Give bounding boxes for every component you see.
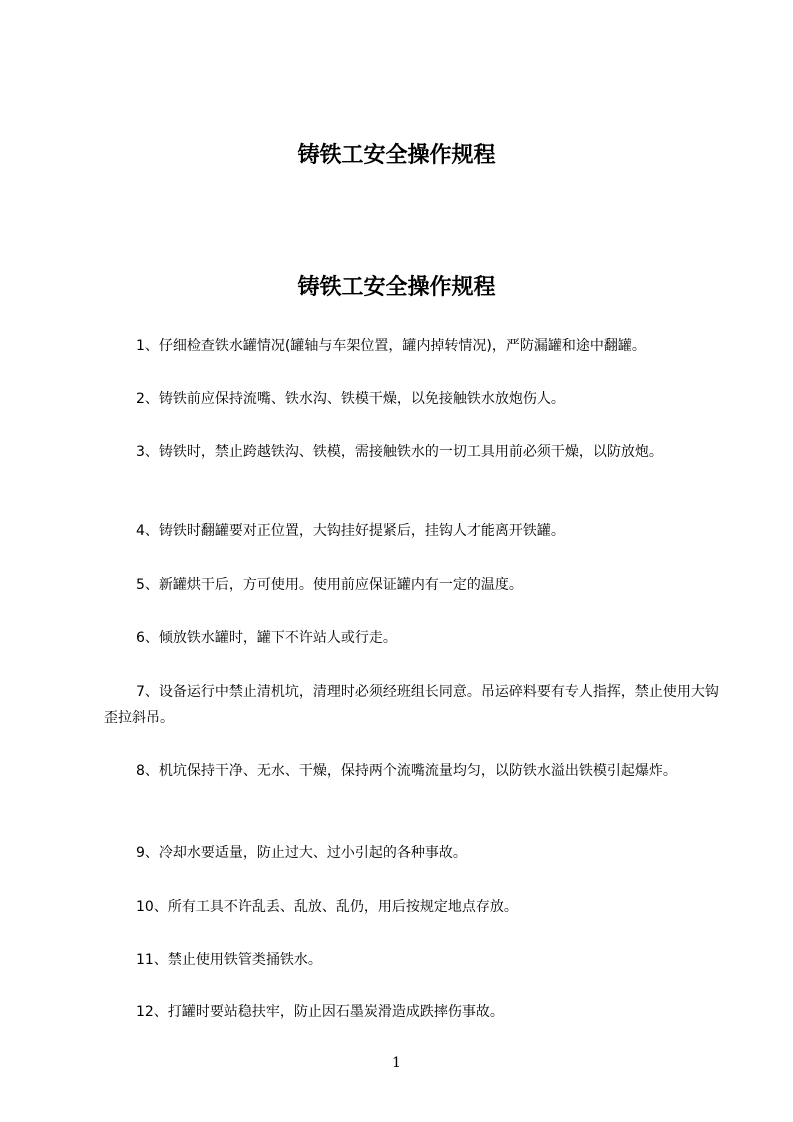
rule-10: 10、所有工具不许乱丢、乱放、乱仍，用后按规定地点存放。 [136, 899, 518, 915]
page-title: 铸铁工安全操作规程 [297, 143, 496, 168]
rule-6: 6、倾放铁水罐时，罐下不许站人或行走。 [136, 630, 397, 646]
rule-8: 8、机坑保持干净、无水、干燥，保持两个流嘴流量均匀，以防铁水溢出铁模引起爆炸。 [136, 763, 677, 779]
rule-1: 1、仔细检查铁水罐情况(罐轴与车架位置，罐内掉转情况)，严防漏罐和途中翻罐。 [136, 338, 646, 354]
section-title: 铸铁工安全操作规程 [297, 275, 496, 300]
rule-4: 4、铸铁时翻罐要对正位置，大钩挂好提紧后，挂钩人才能离开铁罐。 [136, 523, 565, 539]
rule-9: 9、冷却水要适量，防止过大、过小引起的各种事故。 [136, 845, 467, 861]
rule-12: 12、打罐时要站稳扶牢，防止因石墨炭滑造成跌摔伤事故。 [136, 1004, 504, 1020]
rule-2: 2、铸铁前应保持流嘴、铁水沟、铁模干燥，以免接触铁水放炮伤人。 [136, 391, 565, 407]
rule-5: 5、新罐烘干后，方可使用。使用前应保证罐内有一定的温度。 [136, 577, 523, 593]
rule-7: 7、设备运行中禁止清机坑，清理时必须经班组长同意。吊运碎料要有专人指挥，禁止使用大钩歪拉斜吊。 [104, 684, 719, 726]
rule-3: 3、铸铁时，禁止跨越铁沟、铁模，需接触铁水的一切工具用前必须干燥，以防放炮。 [136, 444, 663, 460]
rule-11: 11、禁止使用铁管类捅铁水。 [136, 952, 322, 968]
page-number: 1 [392, 1055, 401, 1071]
